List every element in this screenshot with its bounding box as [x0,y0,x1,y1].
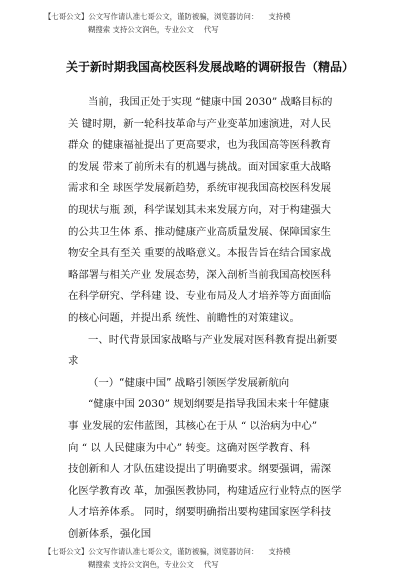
body-line: 在科学研究、学科建 设、专业布局及人才培养等方面面临 [68,290,332,303]
document-body [68,92,352,545]
header-notice-cont: 糊搜索 支持公文润色，专业公文 [88,25,194,34]
body-line: 的公共卫生体 系、推动健康产业高质量发展、保障国家生 [68,225,332,238]
footer-notice: 【七哥公文】公文写作请认准七哥公文，谨防被骗，浏览器访问： [44,547,259,556]
section-heading: 一、时代背景国家战略与产业发展对医科教育提出新要 [88,333,338,346]
subsection-heading: （一）“健康中国” 战略引领医学发展新航向 [88,376,290,389]
page-header [44,10,374,36]
body-line: 向 “ 以 人民健康为中心” 转变。这确对医学教育、科 [68,441,311,454]
body-line: “健康中国 2030” 规划纲要是指导我国未来十年健康 [88,398,330,411]
body-line: 化医学教育改 革，加强医教协同，构建适应行业特点的医学 [68,484,342,497]
body-line: 物安全具有至关 重要的战略意义。本报告旨在结合国家战 [68,247,332,260]
header-notice: 【七哥公文】公文写作请认准七哥公文，谨防被骗，浏览器访问： [44,12,259,21]
body-line: 需求和全 球医学发展新趋势，系统审视我国高校医科发展 [68,182,332,195]
section-heading-cont: 求 [68,355,79,368]
body-line: 人才培养体系。 同时，纲要明确指出要构建国家医学科技 [68,506,332,519]
body-line: 的核心问题，并提出系 统性、前瞻性的对策建议。 [68,311,300,324]
document-title: 关于新时期我国高校医科发展战略的调研报告（精品） [65,60,354,74]
body-line: 事 业发展的宏伟蓝图，其核心在于从 “ 以治病为中心” [68,419,318,432]
footer-notice-tail: 支持模 [268,547,291,556]
header-notice-cont-tail: 代写 [203,25,219,34]
body-line: 技创新和人 才队伍建设提出了明确要求。纲要强调，需深 [68,463,332,476]
body-line: 关 键时期，新一轮科技革命与产业变革加速演进，对人民 [68,117,332,130]
body-line: 的现状与瓶 颈，科学谋划其未来发展方向，对于构建强大 [68,203,332,216]
footer-notice-cont: 糊搜索 支持公文润色，专业公文 [88,560,194,569]
body-line: 略部署与相关产业 发展态势，深入剖析当前我国高校医科 [68,268,332,281]
body-line: 创新体系，强化国 [68,527,152,540]
body-line: 群众 的健康福祉提出了更高要求，也为我国高等医科教育 [68,139,332,152]
body-line: 的发展 带来了前所未有的机遇与挑战。面对国家重大战略 [68,160,332,173]
page-footer [44,545,374,571]
body-line: 当前，我国正处于实现 “健康中国 2030” 战略目标的 [88,96,333,108]
header-notice-tail: 支持模 [268,12,291,21]
footer-notice-cont-tail: 代写 [203,560,219,569]
